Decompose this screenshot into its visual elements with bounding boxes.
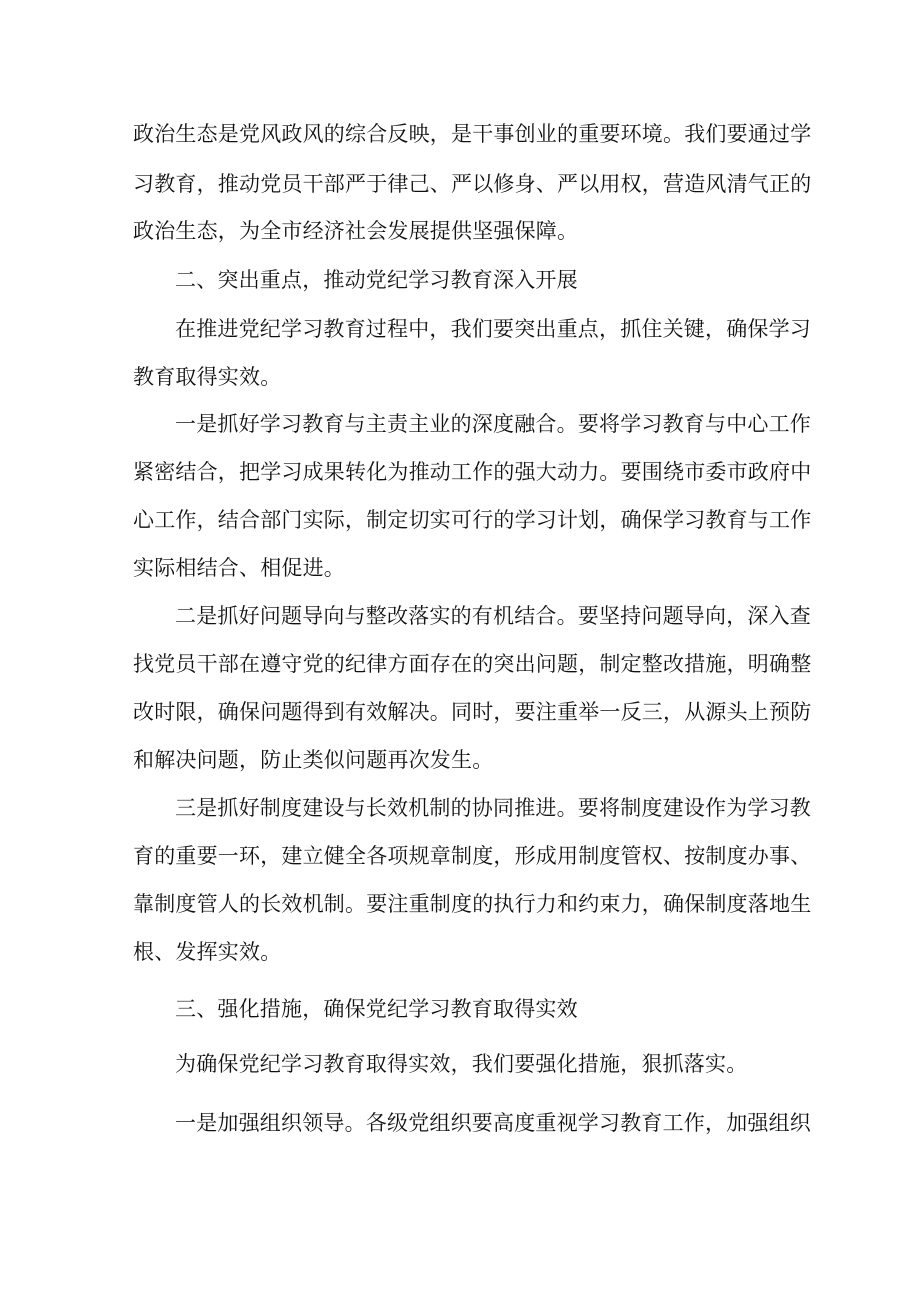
body-text-line: 靠制度管人的长效机制。要注重制度的执行力和约束力，确保制度落地生 <box>133 892 812 916</box>
section-heading: 三、强化措施，确保党纪学习教育取得实效 <box>175 997 578 1021</box>
body-text-line: 在推进党纪学习教育过程中，我们要突出重点，抓住关键，确保学习 <box>175 317 811 341</box>
body-text-line: 和解决问题，防止类似问题再次发生。 <box>133 748 494 772</box>
body-text-line: 心工作，结合部门实际，制定切实可行的学习计划，确保学习教育与工作 <box>133 508 812 532</box>
body-text-line: 为确保党纪学习教育取得实效，我们要强化措施，狠抓落实。 <box>175 1052 748 1076</box>
body-text-line: 教育取得实效。 <box>133 365 282 389</box>
body-text-line: 政治生态，为全市经济社会发展提供坚强保障。 <box>133 219 579 243</box>
body-text-line: 找党员干部在遵守党的纪律方面存在的突出问题，制定整改措施，明确整 <box>133 652 812 676</box>
body-text-line: 改时限，确保问题得到有效解决。同时，要注重举一反三，从源头上预防 <box>133 700 812 724</box>
body-text-line: 实际相结合、相促进。 <box>133 556 345 580</box>
section-heading: 二、突出重点，推动党纪学习教育深入开展 <box>175 268 578 292</box>
body-text-line: 紧密结合，把学习成果转化为推动工作的强大动力。要围绕市委市政府中 <box>133 460 812 484</box>
body-text-line: 政治生态是党风政风的综合反映，是干事创业的重要环境。我们要通过学 <box>133 122 812 146</box>
body-text-line: 一是抓好学习教育与主责主业的深度融合。要将学习教育与中心工作 <box>175 412 811 436</box>
body-text-line: 习教育，推动党员干部严于律己、严以修身、严以用权，营造风清气正的 <box>133 172 812 196</box>
body-text-line: 育的重要一环，建立健全各项规章制度，形成用制度管权、按制度办事、 <box>133 844 812 868</box>
body-text-line: 一是加强组织领导。各级党组织要高度重视学习教育工作，加强组织 <box>175 1111 811 1135</box>
body-text-line: 根、发挥实效。 <box>133 940 282 964</box>
body-text-line: 二是抓好问题导向与整改落实的有机结合。要坚持问题导向，深入查 <box>175 604 811 628</box>
body-text-line: 三是抓好制度建设与长效机制的协同推进。要将制度建设作为学习教 <box>175 796 811 820</box>
